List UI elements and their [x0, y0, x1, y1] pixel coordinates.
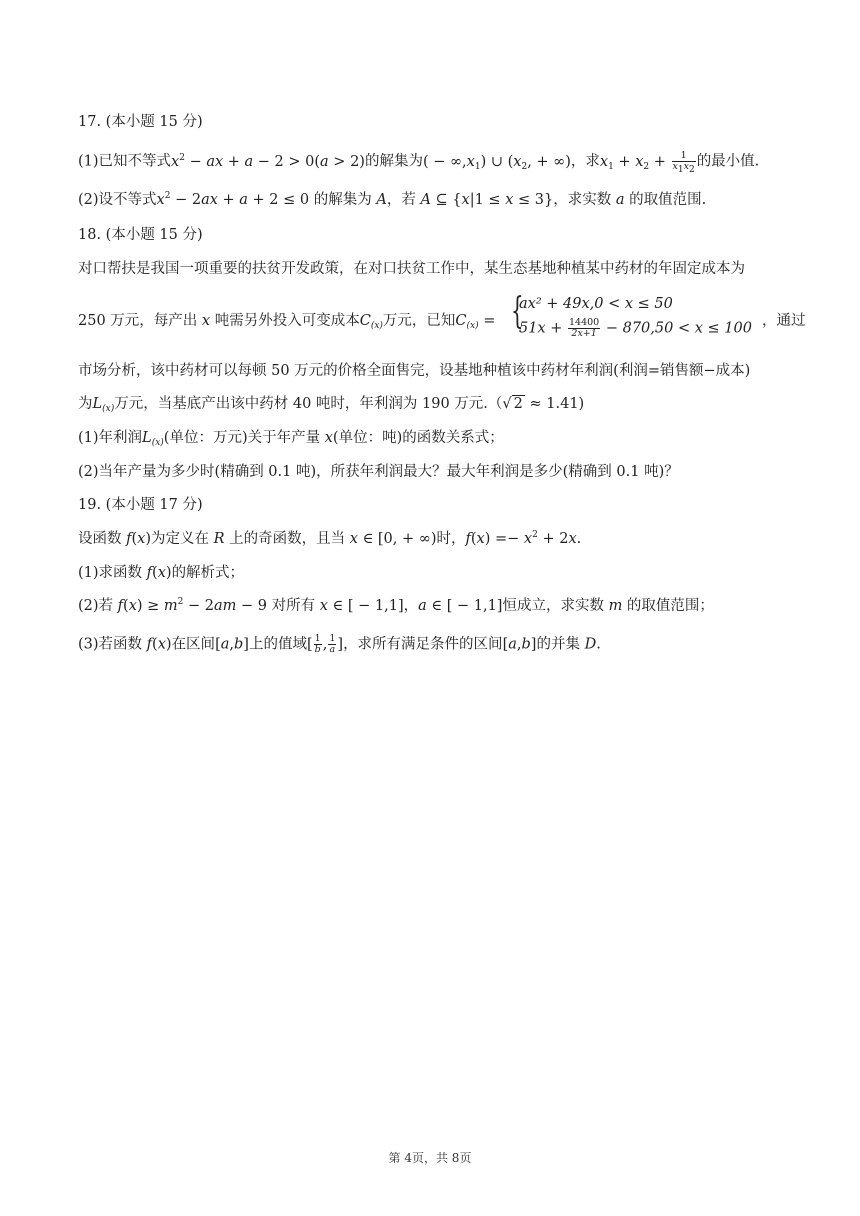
q18-case2-a: 51x + [519, 320, 567, 337]
q19-p2-c: ， [403, 598, 419, 614]
q18-line2-d: ，通过 [762, 313, 806, 329]
q19-intro-a: 设函数 [78, 531, 127, 547]
q19-part3: (3)若函数 f(x)在区间[a,b]上的值域[ $\frac{1}{b}$ , $\frac{1}{a}$ ]，求所有满足条件的区间[a,b]的并集 D. [78, 633, 601, 655]
q18-part2: (2)当年产量为多少时(精确到 0.1 吨)，所获年利润最大？最大年利润是多少(精确到 0.1 吨)？ [78, 464, 679, 480]
q19-frac-1-b: $\frac{1}{b}$ [314, 633, 321, 655]
q19-p3-d: ，求所有满足条件的区间 [343, 636, 503, 653]
q19-p3-a: (3)若函数 [78, 636, 147, 653]
q19-intro-b: 为定义在 [151, 531, 214, 547]
q18-line2-a: 250 万元，每产出 [78, 313, 202, 329]
q18-header: 18. (本小题 15 分) [78, 227, 203, 243]
q18-line4-c: ≈ 1.41) [524, 396, 585, 412]
piecewise-brace: { [511, 291, 524, 332]
q18-line2-b: 吨需另外投入可变成本 [210, 313, 360, 329]
q19-header: 19. (本小题 17 分) [78, 497, 203, 513]
q17-part2: (2)设不等式$x^2 - 2ax + a + 2 \le 0$ 的解集为 A，若 A ⊆ {x|1 ≤ x ≤ 3}，求实数 a 的取值范围. [78, 191, 707, 208]
q18-part1: (1)年利润$L_{(x)}$(单位：万元)关于年产量 x(单位：吨)的函数关系式； [78, 430, 504, 448]
q19-p2-e: 的取值范围； [622, 598, 714, 614]
q18-p1-b: (单位：万元)关于年产量 [163, 430, 325, 446]
q18-line1: 对口帮扶是我国一项重要的扶贫开发政策，在对口扶贫工作中，某生态基地种植某中药材的年固定成本为 [78, 261, 745, 277]
q18-p1-c: (单位：吨)的函数关系式； [332, 430, 504, 446]
q17-p2-label: (2)设不等式 [78, 192, 157, 208]
q19-p1-end: 的解析式； [171, 565, 245, 581]
q19-p3-b: 在区间 [171, 636, 216, 653]
q19-p2-a: (2)若 [78, 598, 118, 614]
q17-p2-mid: 的解集为 [309, 192, 377, 208]
q19-part2: (2)若 $f(x) \ge m^2 - 2am - 9$ 对所有 x ∈ [ − 1,1]，a ∈ [ − 1,1]恒成立，求实数 m 的取值范围； [78, 597, 714, 614]
q19-part1: (1)求函数 f(x)的解析式； [78, 565, 245, 581]
q19-intro: 设函数 f(x)为定义在 R 上的奇函数，且当 x ∈ [0, + ∞)时，$f(x) =- x^2 + 2x$. [78, 530, 582, 547]
q17-p1-mid: 的解集为 [364, 153, 423, 170]
q17-p2-end: ，求实数 [553, 192, 616, 208]
q18-case2-den: 2x+1 [571, 328, 597, 339]
q18-case2-fraction [568, 318, 600, 339]
q18-line3: 市场分析，该中药材可以每顿 50 万元的价格全面售完，设基地种植该中药材年利润(利润=销售额−成本) [78, 363, 751, 379]
q18-case2 [519, 318, 752, 339]
q19-intro-d: 时， [436, 531, 466, 547]
q19-p3-e: 的并集 [536, 636, 585, 653]
q18-case1: ax² + 49x,0 < x ≤ 50 [519, 296, 673, 312]
q18-p1-a: (1)年利润 [78, 430, 143, 446]
q18-line4-b: 万元，当基底产出该中药材 40 吨时，年利润为 190 万元.（ [114, 396, 503, 412]
q17-p2-tail: 的取值范围. [624, 192, 707, 208]
q18-line2: 250 万元，每产出 x 吨需另外投入可变成本$C_{(x)}$万元，已知$C_{(x)}$ = [78, 313, 496, 331]
q17-p1-ask: ，求 [570, 153, 600, 170]
q17-header: 17. (本小题 15 分) [78, 114, 203, 130]
q19-p2-d: 恒成立，求实数 [502, 598, 609, 614]
q17-fraction: $\frac{1}{x_1x_2}$ [672, 150, 695, 175]
q18-case2-num: 14400 [569, 317, 600, 328]
q19-frac-1-a: $\frac{1}{a}$ [329, 633, 336, 655]
q18-case2-b: − 870,50 < x ≤ 100 [601, 320, 752, 337]
page-footer: 第 4页，共 8页 [388, 1151, 472, 1165]
q19-p1: (1)求函数 [78, 565, 147, 581]
q18-line4: 为$L_{(x)}$万元，当基底产出该中药材 40 吨时，年利润为 190 万元.（√ 2 ≈ 1.41) [78, 396, 585, 414]
q17-p2-cond: ，若 [386, 192, 421, 208]
sqrt-2: √ 2 [502, 396, 523, 412]
q17-part1: (1)已知不等式$x^2$ − ax + a − 2 > 0(a > 2)的解集为( − $\infty,x_1$) ∪ ($x_2$, + ∞)，求$x_1 + x_2$ + $\frac{1}{x_1x_2}$ 的最小值. [78, 150, 760, 175]
q17-p1-label: (1)已知不等式 [78, 153, 172, 170]
q18-line4-a: 为 [78, 396, 93, 412]
q17-p1-end: 的最小值. [696, 153, 760, 170]
q19-p3-c: 上的值域 [248, 636, 307, 653]
q19-intro-c: 上的奇函数，且当 [224, 531, 350, 547]
q18-line2-c: 万元，已知 [382, 313, 456, 329]
q19-p2-b: 对所有 [267, 598, 320, 614]
